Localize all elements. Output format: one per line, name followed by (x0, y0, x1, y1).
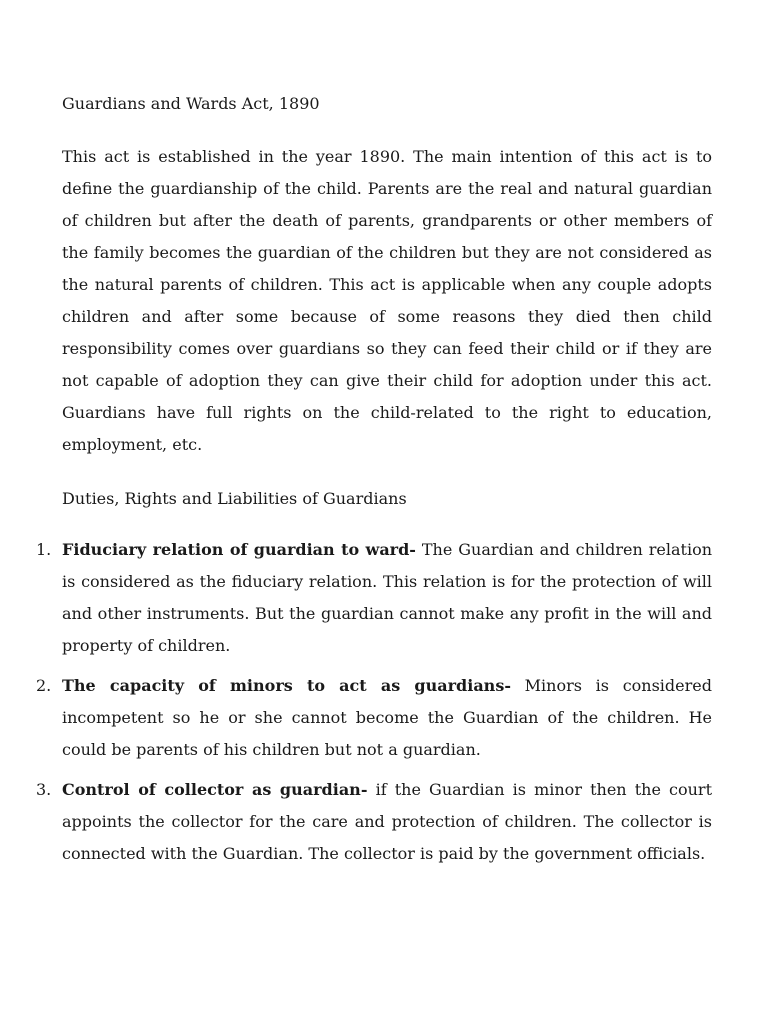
list-item-number: 2. (36, 676, 52, 695)
list-item-text: The Guardian and children relation is considered as the fiduciary relation. This relation is for the protection of will and other instruments. But the guardian cannot make any profit in the will and property of children. (62, 540, 713, 655)
document-page (36, 88, 713, 878)
list-item-number: 1. (36, 540, 52, 559)
list-item (36, 534, 713, 662)
duties-list (36, 534, 713, 870)
list-item-text: Minors is considered incompetent so he or she cannot become the Guardian of the children. He could be parents of his children but not a guardian. (62, 676, 712, 759)
list-item-text: if the Guardian is minor then the court appoints the collector for the care and protection of children. The collector is connected with the Guardian. The collector is paid by the government officials. (62, 780, 712, 863)
list-item-term: Control of collector as guardian- (62, 780, 368, 799)
list-item-term: Fiduciary relation of guardian to ward- (62, 540, 416, 559)
section-heading: Duties, Rights and Liabilities of Guardians (62, 489, 407, 508)
document-title: Guardians and Wards Act, 1890 (62, 94, 320, 113)
list-item (36, 774, 712, 870)
list-item (36, 670, 712, 766)
intro-paragraph: This act is established in the year 1890. The main intention of this act is to define the guardianship of the child. Parents are the real and natural guardian of children but after the death of parents, grandparents or other members of the family becomes the guardian of the children but they are not considered as the natural parents of children. This act is applicable when any couple adopts children and after some because of some reasons they died then child responsibility comes over guardians so they can feed their child or if they are not capable of adoption they can give their child for adoption under this act. Guardians have full rights on the child-related to the right to education, employment, etc. (62, 147, 712, 454)
list-item-term: The capacity of minors to act as guardians- (62, 676, 511, 695)
list-item-number: 3. (36, 780, 52, 799)
